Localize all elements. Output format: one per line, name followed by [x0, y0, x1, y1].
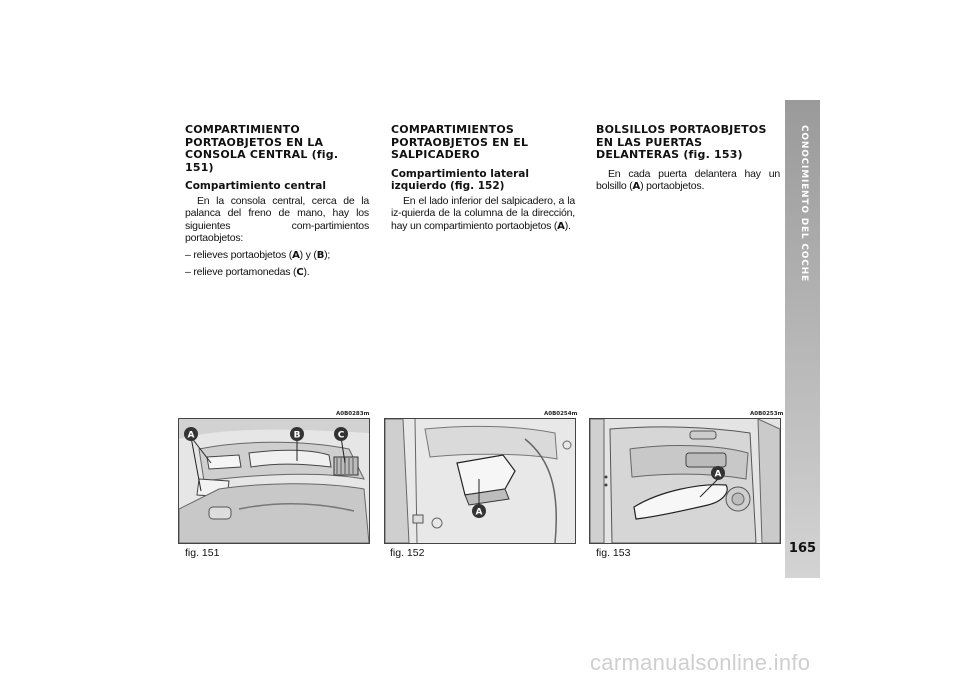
figure-151-label-b: B: [293, 430, 301, 441]
section-center-console: [185, 124, 369, 280]
watermark-text: carmanualsonline.info: [590, 650, 811, 675]
figure-code-152: A0B0254m: [544, 411, 578, 417]
figure-152-dashboard-illustration: [384, 418, 576, 544]
list-item-object-reliefs: – relieves portaobjetos (A) y (B);: [185, 248, 331, 261]
heading-dashboard: COMPARTIMIENTOS PORTAOBJETOS EN EL SALPICADERO: [391, 123, 529, 161]
figure-151-console-illustration: [178, 418, 370, 544]
heading-fig-ref: (fig. 151): [185, 148, 339, 174]
figure-caption-151: fig. 151: [185, 547, 220, 559]
paragraph-dashboard: En el lado inferior del salpicadero, a la iz-quierda de la columna de la dirección, hay un compartimiento portaobjetos (A).: [391, 194, 575, 232]
figure-code-151: A0B0283m: [336, 411, 370, 417]
heading-door-pockets: BOLSILLOS PORTAOBJETOS EN LAS PUERTAS DELANTERAS (fig. 153): [596, 123, 767, 161]
subheading-central-compartment: Compartimiento central: [185, 180, 326, 192]
figure-151-label-c: C: [337, 430, 345, 441]
figure-153-door-illustration: [589, 418, 781, 544]
subheading-left-compartment: Compartimiento lateral izquierdo (fig. 152): [391, 167, 529, 192]
paragraph-door-pockets: En cada puerta delantera hay un bolsillo (A) portaobjetos.: [596, 167, 780, 192]
section-door-pockets: [596, 124, 780, 194]
paragraph-center-console: En la consola central, cerca de la palanca del freno de mano, hay los siguientes com-partimientos portaobjetos:: [185, 194, 369, 244]
figure-code-153: A0B0253m: [750, 411, 784, 417]
section-dashboard: [391, 124, 575, 233]
figure-caption-152: fig. 152: [390, 547, 425, 559]
page-number: 165: [788, 541, 817, 556]
figure-caption-153: fig. 153: [596, 547, 631, 559]
heading-center-console: COMPARTIMIENTO PORTAOBJETOS EN LA CONSOLA CENTRAL (fig. 151): [185, 123, 339, 174]
figure-152-label-a: A: [475, 507, 483, 518]
figure-151-label-a: A: [187, 430, 195, 441]
section-title-vertical: CONOCIMIENTO DEL COCHE: [799, 125, 809, 282]
section-sidebar: [785, 100, 820, 578]
list-item-coin-relief: – relieve portamonedas (C).: [185, 266, 310, 278]
figure-153-label-a: A: [714, 469, 722, 480]
